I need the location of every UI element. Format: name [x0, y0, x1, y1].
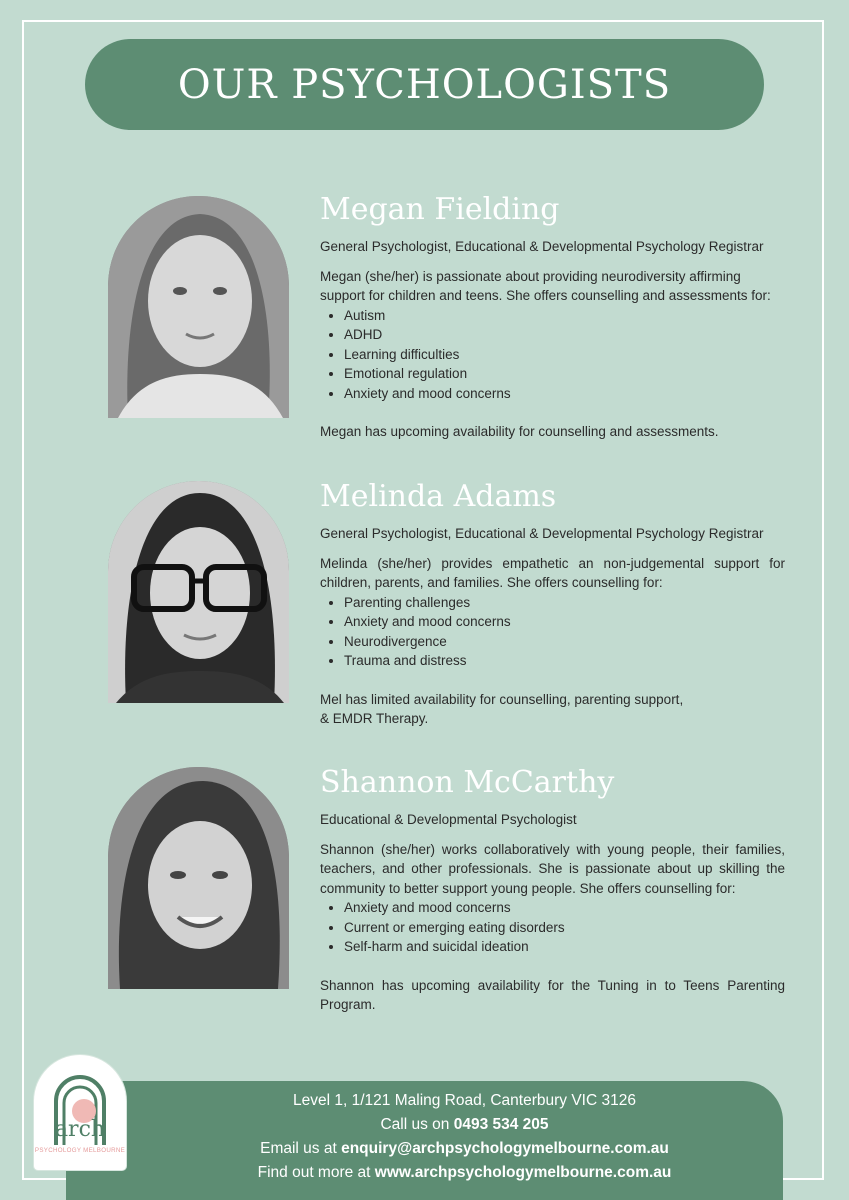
services-list	[320, 306, 785, 404]
logo-word: arch	[54, 1117, 106, 1142]
availability-line: Mel has limited availability for counselling, parenting support,	[320, 691, 684, 707]
list-item: • Parenting challenges	[344, 593, 785, 613]
list-item: • Self-harm and suicidal ideation	[344, 937, 785, 957]
arch-logo	[34, 1055, 126, 1170]
list-item: • Anxiety and mood concerns	[344, 898, 785, 918]
phone-number[interactable]: 0493 534 205	[453, 1116, 549, 1133]
phone-line	[146, 1113, 783, 1137]
psychologist-name: Megan Fielding	[320, 192, 560, 227]
photo-shannon-mccarthy	[108, 767, 289, 989]
list-item: • Neurodivergence	[344, 632, 785, 652]
availability-text: Shannon has upcoming availability for the Tuning in to Teens Parenting Program.	[320, 977, 785, 1012]
list-item: • Emotional regulation	[344, 364, 785, 384]
contact-footer	[66, 1081, 783, 1200]
list-item: • Current or emerging eating disorders	[344, 918, 785, 938]
bio-megan-fielding	[320, 193, 785, 442]
services-list	[320, 898, 785, 957]
bio-shannon-mccarthy	[320, 766, 785, 1015]
website-line	[146, 1161, 783, 1185]
list-item: • Autism	[344, 306, 785, 326]
psychologist-description: Melinda (she/her) provides empathetic an non-judgemental support for children, parents, and families. She offers counselling for:	[320, 555, 785, 590]
email-link[interactable]: enquiry@archpsychologymelbourne.com.au	[341, 1140, 669, 1157]
availability-text: Megan has upcoming availability for counselling and assessments.	[320, 424, 719, 439]
availability-line: & EMDR Therapy.	[320, 711, 429, 726]
psychologist-role: Educational & Developmental Psychologist	[320, 812, 577, 827]
list-item: • Anxiety and mood concerns	[344, 612, 785, 632]
availability-text	[320, 690, 785, 729]
bio-melinda-adams	[320, 480, 785, 729]
psychologist-description: Megan (she/her) is passionate about providing neurodiversity affirming support for children and teens. She offers counselling and assessments for:	[320, 268, 771, 303]
psychologist-description: Shannon (she/her) works collaboratively with young people, their families, teachers, and other professionals. She is passionate about up skilling the community to better support young people. She offers counselling for:	[320, 841, 785, 896]
title-banner	[85, 39, 764, 130]
list-item: • ADHD	[344, 325, 785, 345]
psychologist-name: Melinda Adams	[320, 479, 557, 514]
phone-label: Call us on	[380, 1116, 454, 1133]
psychologist-name: Shannon McCarthy	[320, 765, 615, 800]
website-label: Find out more at	[257, 1164, 375, 1181]
list-item: • Learning difficulties	[344, 345, 785, 365]
services-list	[320, 593, 785, 671]
page-title: OUR PSYCHOLOGISTS	[177, 61, 672, 108]
photo-melinda-adams	[108, 481, 289, 703]
email-line	[146, 1137, 783, 1161]
list-item: • Anxiety and mood concerns	[344, 384, 785, 404]
psychologist-role: General Psychologist, Educational & Developmental Psychology Registrar	[320, 526, 764, 541]
psychologist-role: General Psychologist, Educational & Developmental Psychology Registrar	[320, 239, 764, 254]
photo-megan-fielding	[108, 196, 289, 418]
portrait-image	[108, 196, 289, 418]
portrait-image	[108, 481, 289, 703]
portrait-image	[108, 767, 289, 989]
address-text: Level 1, 1/121 Maling Road, Canterbury VIC 3126	[293, 1092, 636, 1109]
website-link[interactable]: www.archpsychologymelbourne.com.au	[374, 1164, 672, 1181]
logo-subtitle: PSYCHOLOGY MELBOURNE	[34, 1147, 126, 1154]
list-item: • Trauma and distress	[344, 651, 785, 671]
email-label: Email us at	[260, 1140, 342, 1157]
